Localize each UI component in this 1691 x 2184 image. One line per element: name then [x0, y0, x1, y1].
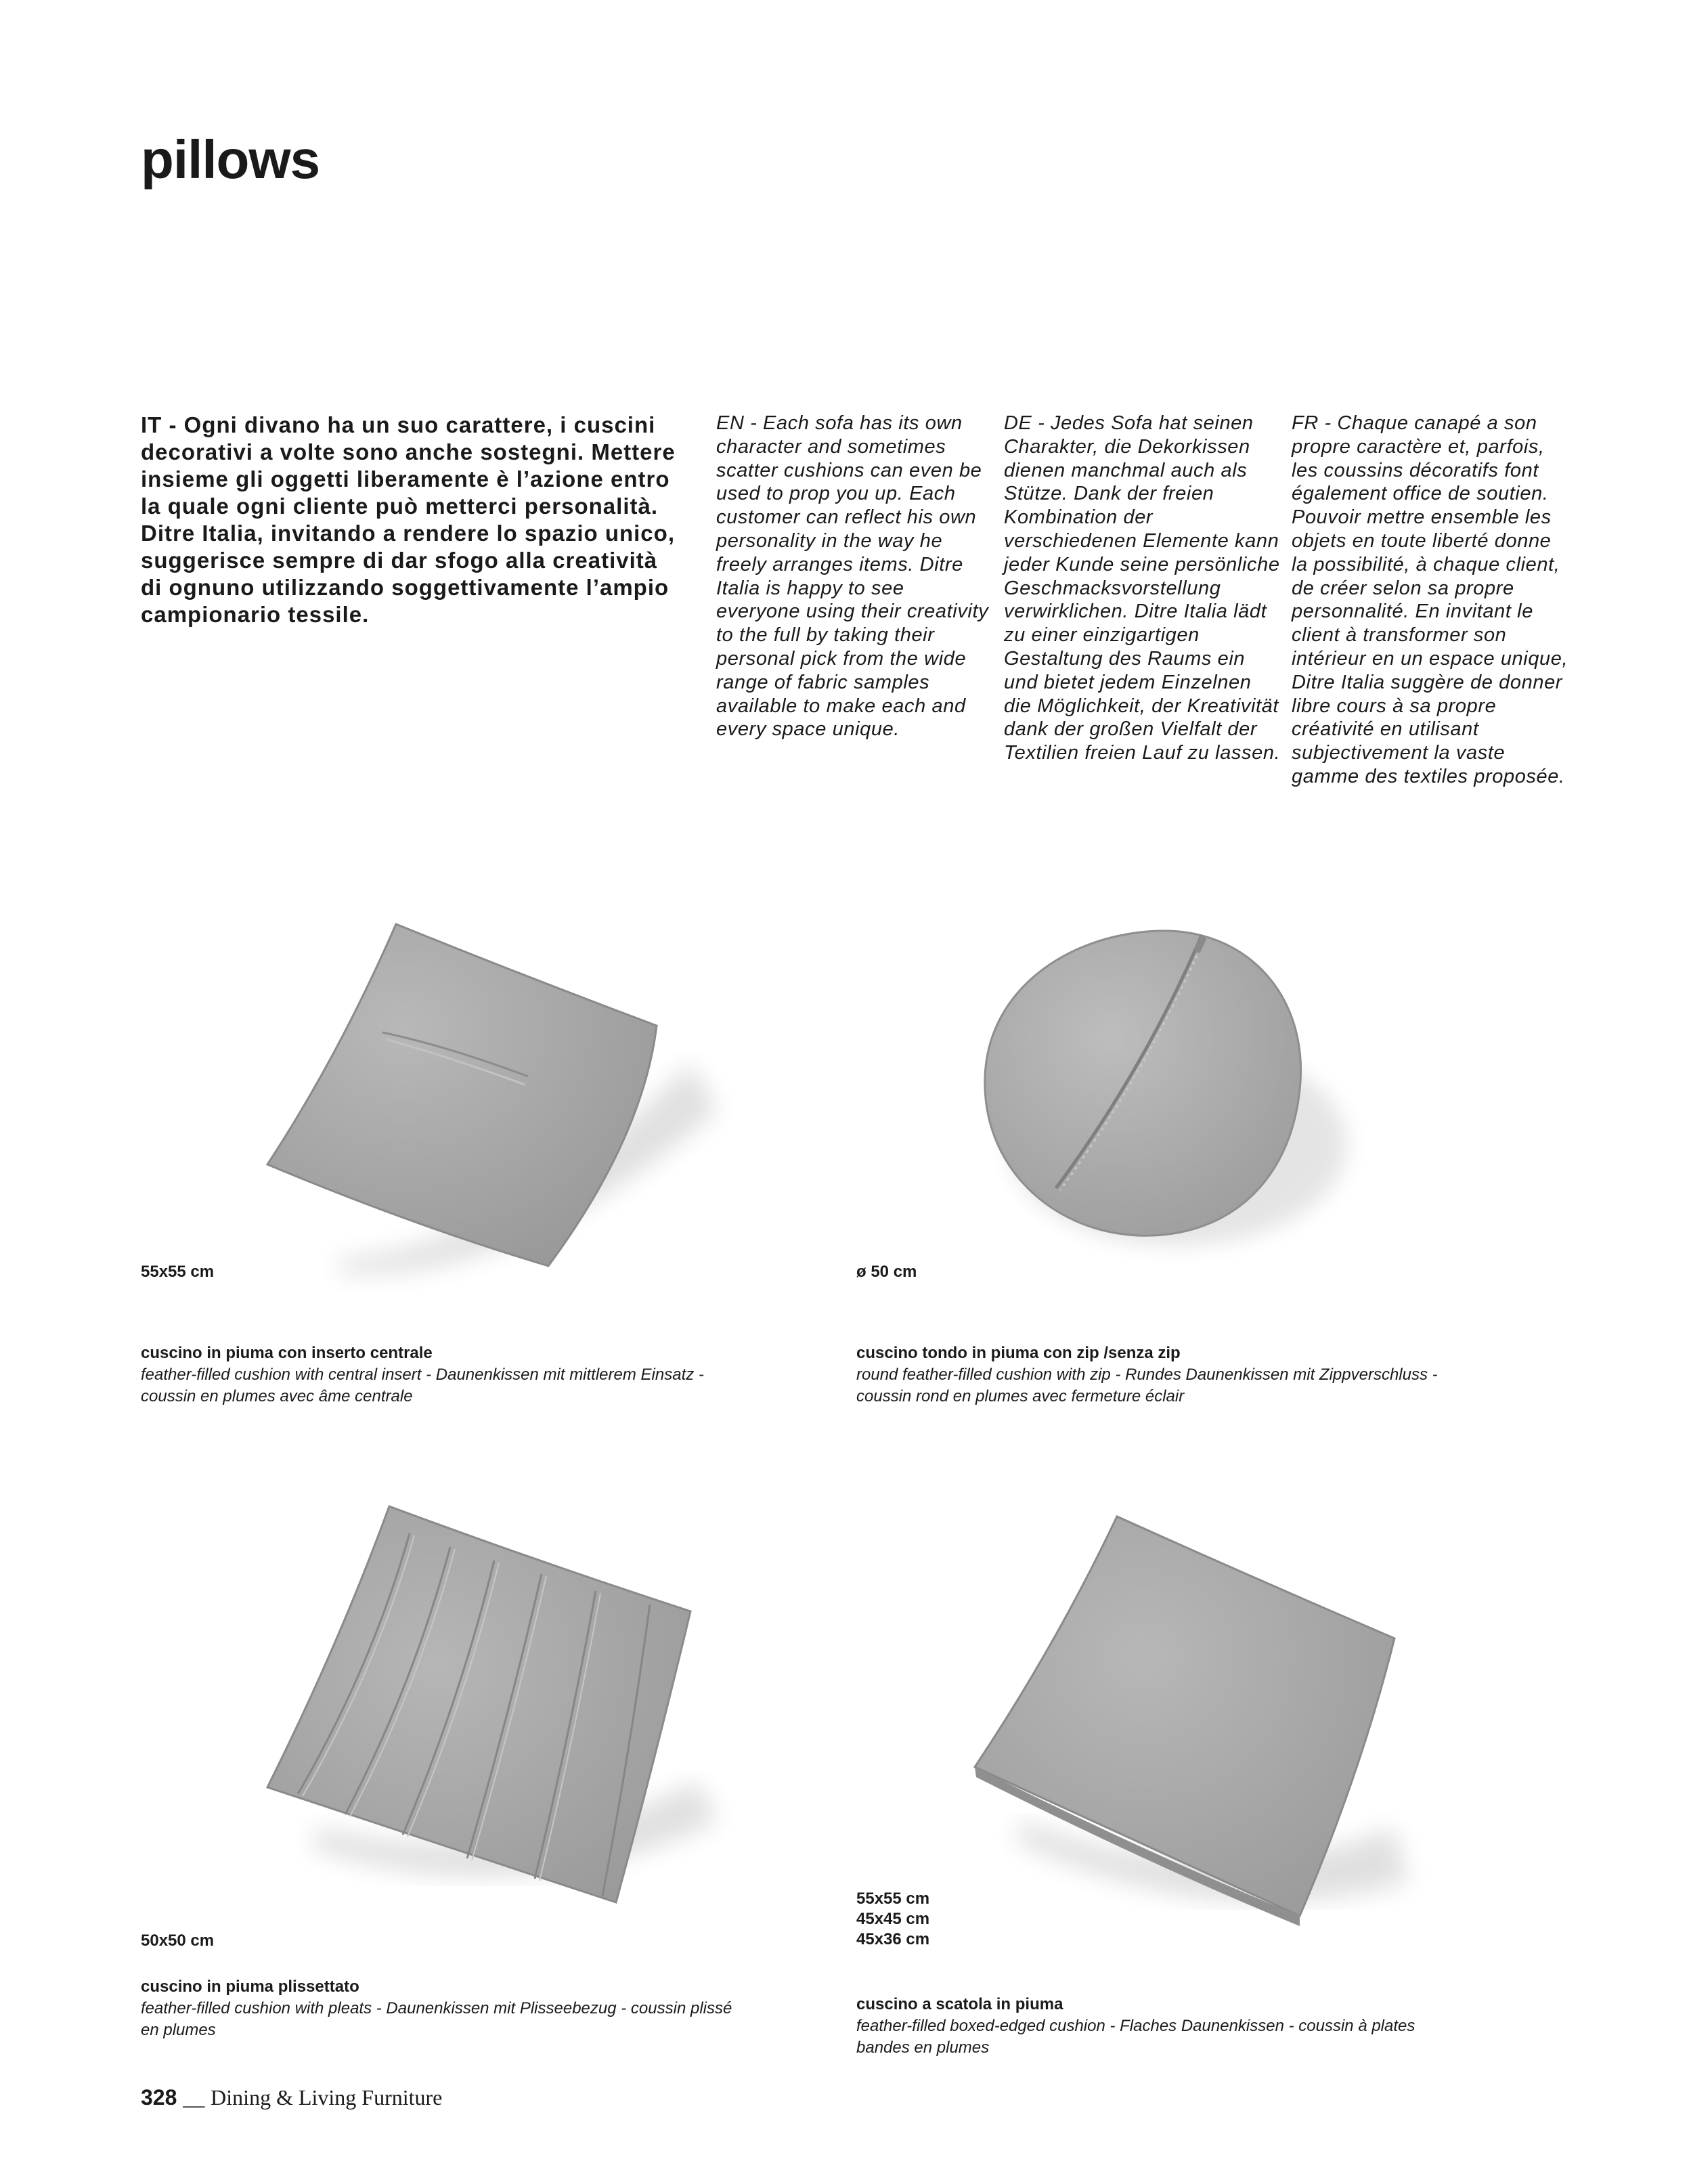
pillow-pleated-image: [250, 1496, 724, 1916]
page-footer: [141, 2085, 442, 2110]
pillow-boxed-edge-image: [948, 1503, 1422, 1936]
intro-en: EN - Each sofa has its own character and sometimes scatter cushions can even be used to prop you up. Each customer can reflect his own personality in the way he freely arranges items. Ditre Italia is happy to see everyone using their creativity to the full by taking their personal pick from the wide range of fabric samples available to make each and every space unique.: [716, 412, 989, 741]
product-1-name: cuscino in piuma con inserto centrale: [141, 1344, 433, 1362]
product-4-description: feather-filled boxed-edged cushion - Flaches Daunenkissen - coussin à plates bandes en plumes: [856, 2017, 1415, 2057]
product-2-size: ø 50 cm: [856, 1263, 917, 1281]
footer-separator: __: [183, 2085, 205, 2110]
product-1-description: feather-filled cushion with central insert - Daunenkissen mit mittlerem Einsatz - coussin en plumes avec âme centrale: [141, 1366, 704, 1405]
product-3-caption: [141, 1976, 737, 2041]
section-name: Dining & Living Furniture: [211, 2085, 443, 2110]
product-4-sizes: [856, 1889, 929, 1950]
product-3-description: feather-filled cushion with pleats - Daunenkissen mit Plisseebezug - coussin plissé en plumes: [141, 1999, 732, 2039]
product-4-name: cuscino a scatola in piuma: [856, 1995, 1063, 2013]
page-number: 328: [141, 2085, 177, 2110]
product-4-caption: [856, 1994, 1452, 2059]
intro-fr: FR - Chaque canapé a son propre caractère et, parfois, les coussins décoratifs font également office de soutien. Pouvoir mettre ensemble les objets en toute liberté donne la possibilité, à chaque client, de créer selon sa propre personnalité. En invitant le client à transformer son intérieur en un espace unique, Ditre Italia suggère de donner libre cours à sa propre créativité en utilisant subjectivement la vaste gamme des textiles proposée.: [1292, 412, 1568, 787]
product-2-caption: [856, 1342, 1452, 1407]
page-title: pillows: [141, 129, 320, 190]
product-2-name: cuscino tondo in piuma con zip /senza zip: [856, 1344, 1181, 1362]
pillow-central-insert-image: [244, 907, 718, 1313]
product-4-size: 45x36 cm: [856, 1930, 930, 1948]
product-3-size: 50x50 cm: [141, 1931, 215, 1950]
pillow-round-zip-image: [975, 921, 1354, 1273]
product-4-size: 45x45 cm: [856, 1910, 930, 1928]
product-2-description: round feather-filled cushion with zip - Rundes Daunenkissen mit Zippverschluss - coussin rond en plumes avec fermeture éclair: [856, 1366, 1438, 1405]
product-4-size: 55x55 cm: [856, 1890, 930, 1908]
intro-de: DE - Jedes Sofa hat seinen Charakter, die Dekorkissen dienen manchmal auch als Stütze. Dank der freien Kombination der verschiedenen Elemente kann jeder Kunde seine persönliche Geschmacksvorstellung verwirklichen. Ditre Italia lädt zu einer einzigartigen Gestaltung des Raums ein und bietet jedem Einzelnen die Möglichkeit, der Kreativität dank der großen Vielfalt der Textilien freien Lauf zu lassen.: [1004, 412, 1281, 764]
intro-it: IT - Ogni divano ha un suo carattere, i cuscini decorativi a volte sono anche sostegni. Mettere insieme gli oggetti liberamente è l’azione entro la quale ogni cliente può metterci personalità. Ditre Italia, invitando a rendere lo spazio unico, suggerisce sempre di dar sfogo alla creatività di ognuno utilizzando soggettivamente l’ampio campionario tessile.: [141, 412, 676, 627]
product-1-caption: [141, 1342, 737, 1407]
product-3-name: cuscino in piuma plissettato: [141, 1978, 359, 1996]
product-1-size: 55x55 cm: [141, 1263, 215, 1281]
